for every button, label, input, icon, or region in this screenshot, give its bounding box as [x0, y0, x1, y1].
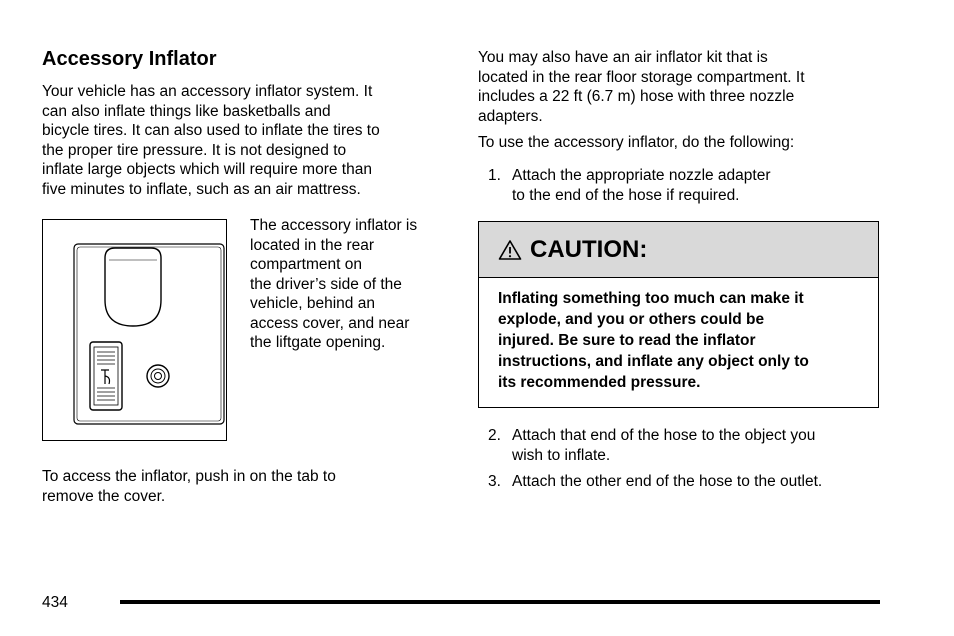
- inflator-outlet-icon: [147, 365, 169, 387]
- footer-rule: [120, 600, 880, 604]
- step-1: [488, 166, 771, 205]
- text-line: the liftgate opening.: [250, 334, 386, 351]
- use-intro: To use the accessory inflator, do the following:: [478, 134, 795, 151]
- text-line: access cover, and near: [250, 314, 410, 332]
- intro-paragraph: [42, 82, 380, 199]
- inflator-illustration: [42, 219, 227, 441]
- kit-paragraph: [478, 48, 805, 126]
- access-paragraph: [42, 467, 336, 506]
- step-number: 2.: [488, 427, 501, 444]
- section-heading: Accessory Inflator: [42, 48, 217, 70]
- text-line: the driver’s side of the: [250, 275, 402, 293]
- warning-triangle-icon: [498, 239, 522, 261]
- step-text: to the end of the hose if required.: [512, 186, 740, 204]
- text-line: vehicle, behind an: [250, 295, 375, 312]
- text-line: remove the cover.: [42, 487, 166, 505]
- text-line: compartment on: [250, 256, 362, 273]
- text-line: Your vehicle has an accessory inflator system. It: [42, 83, 373, 100]
- text-line: located in the rear floor storage compartment. It: [478, 68, 805, 86]
- text-line: explode, and you or others could be: [498, 311, 765, 328]
- text-line: located in the rear: [250, 236, 375, 254]
- text-line: bicycle tires. It can also used to inflate the tires to: [42, 122, 380, 139]
- text-line: The accessory inflator is: [250, 217, 418, 234]
- text-line: inflate large objects which will require more than: [42, 161, 372, 178]
- step-text: Attach the appropriate nozzle adapter: [512, 167, 771, 184]
- caution-text: [479, 278, 878, 393]
- inflator-panel-drawing: [43, 220, 225, 439]
- step-text: Attach the other end of the hose to the outlet.: [512, 473, 823, 490]
- step-2: [488, 426, 815, 465]
- text-line: five minutes to inflate, such as an air mattress.: [42, 180, 361, 198]
- caution-box: [478, 221, 879, 408]
- text-line: You may also have an air inflator kit that is: [478, 49, 768, 66]
- caution-title: CAUTION:: [530, 235, 648, 263]
- step-number: 1.: [488, 167, 501, 184]
- page-number: 434: [42, 594, 68, 611]
- text-line: injured. Be sure to read the inflator: [498, 332, 756, 349]
- step-text: Attach that end of the hose to the object you: [512, 427, 816, 444]
- text-line: instructions, and inflate any object only to: [498, 353, 809, 370]
- text-line: To access the inflator, push in on the tab to: [42, 468, 336, 485]
- text-line: includes a 22 ft (6.7 m) hose with three nozzle: [478, 88, 795, 105]
- text-line: can also inflate things like basketballs and: [42, 102, 331, 120]
- step-3: [488, 472, 822, 492]
- step-number: 3.: [488, 473, 501, 490]
- text-line: the proper tire pressure. It is not designed to: [42, 141, 347, 159]
- text-line: adapters.: [478, 107, 543, 125]
- step-text: wish to inflate.: [512, 446, 611, 464]
- caution-header: [479, 222, 878, 278]
- location-paragraph: [250, 216, 417, 353]
- text-line: its recommended pressure.: [498, 374, 701, 391]
- text-line: Inflating something too much can make it: [498, 290, 804, 307]
